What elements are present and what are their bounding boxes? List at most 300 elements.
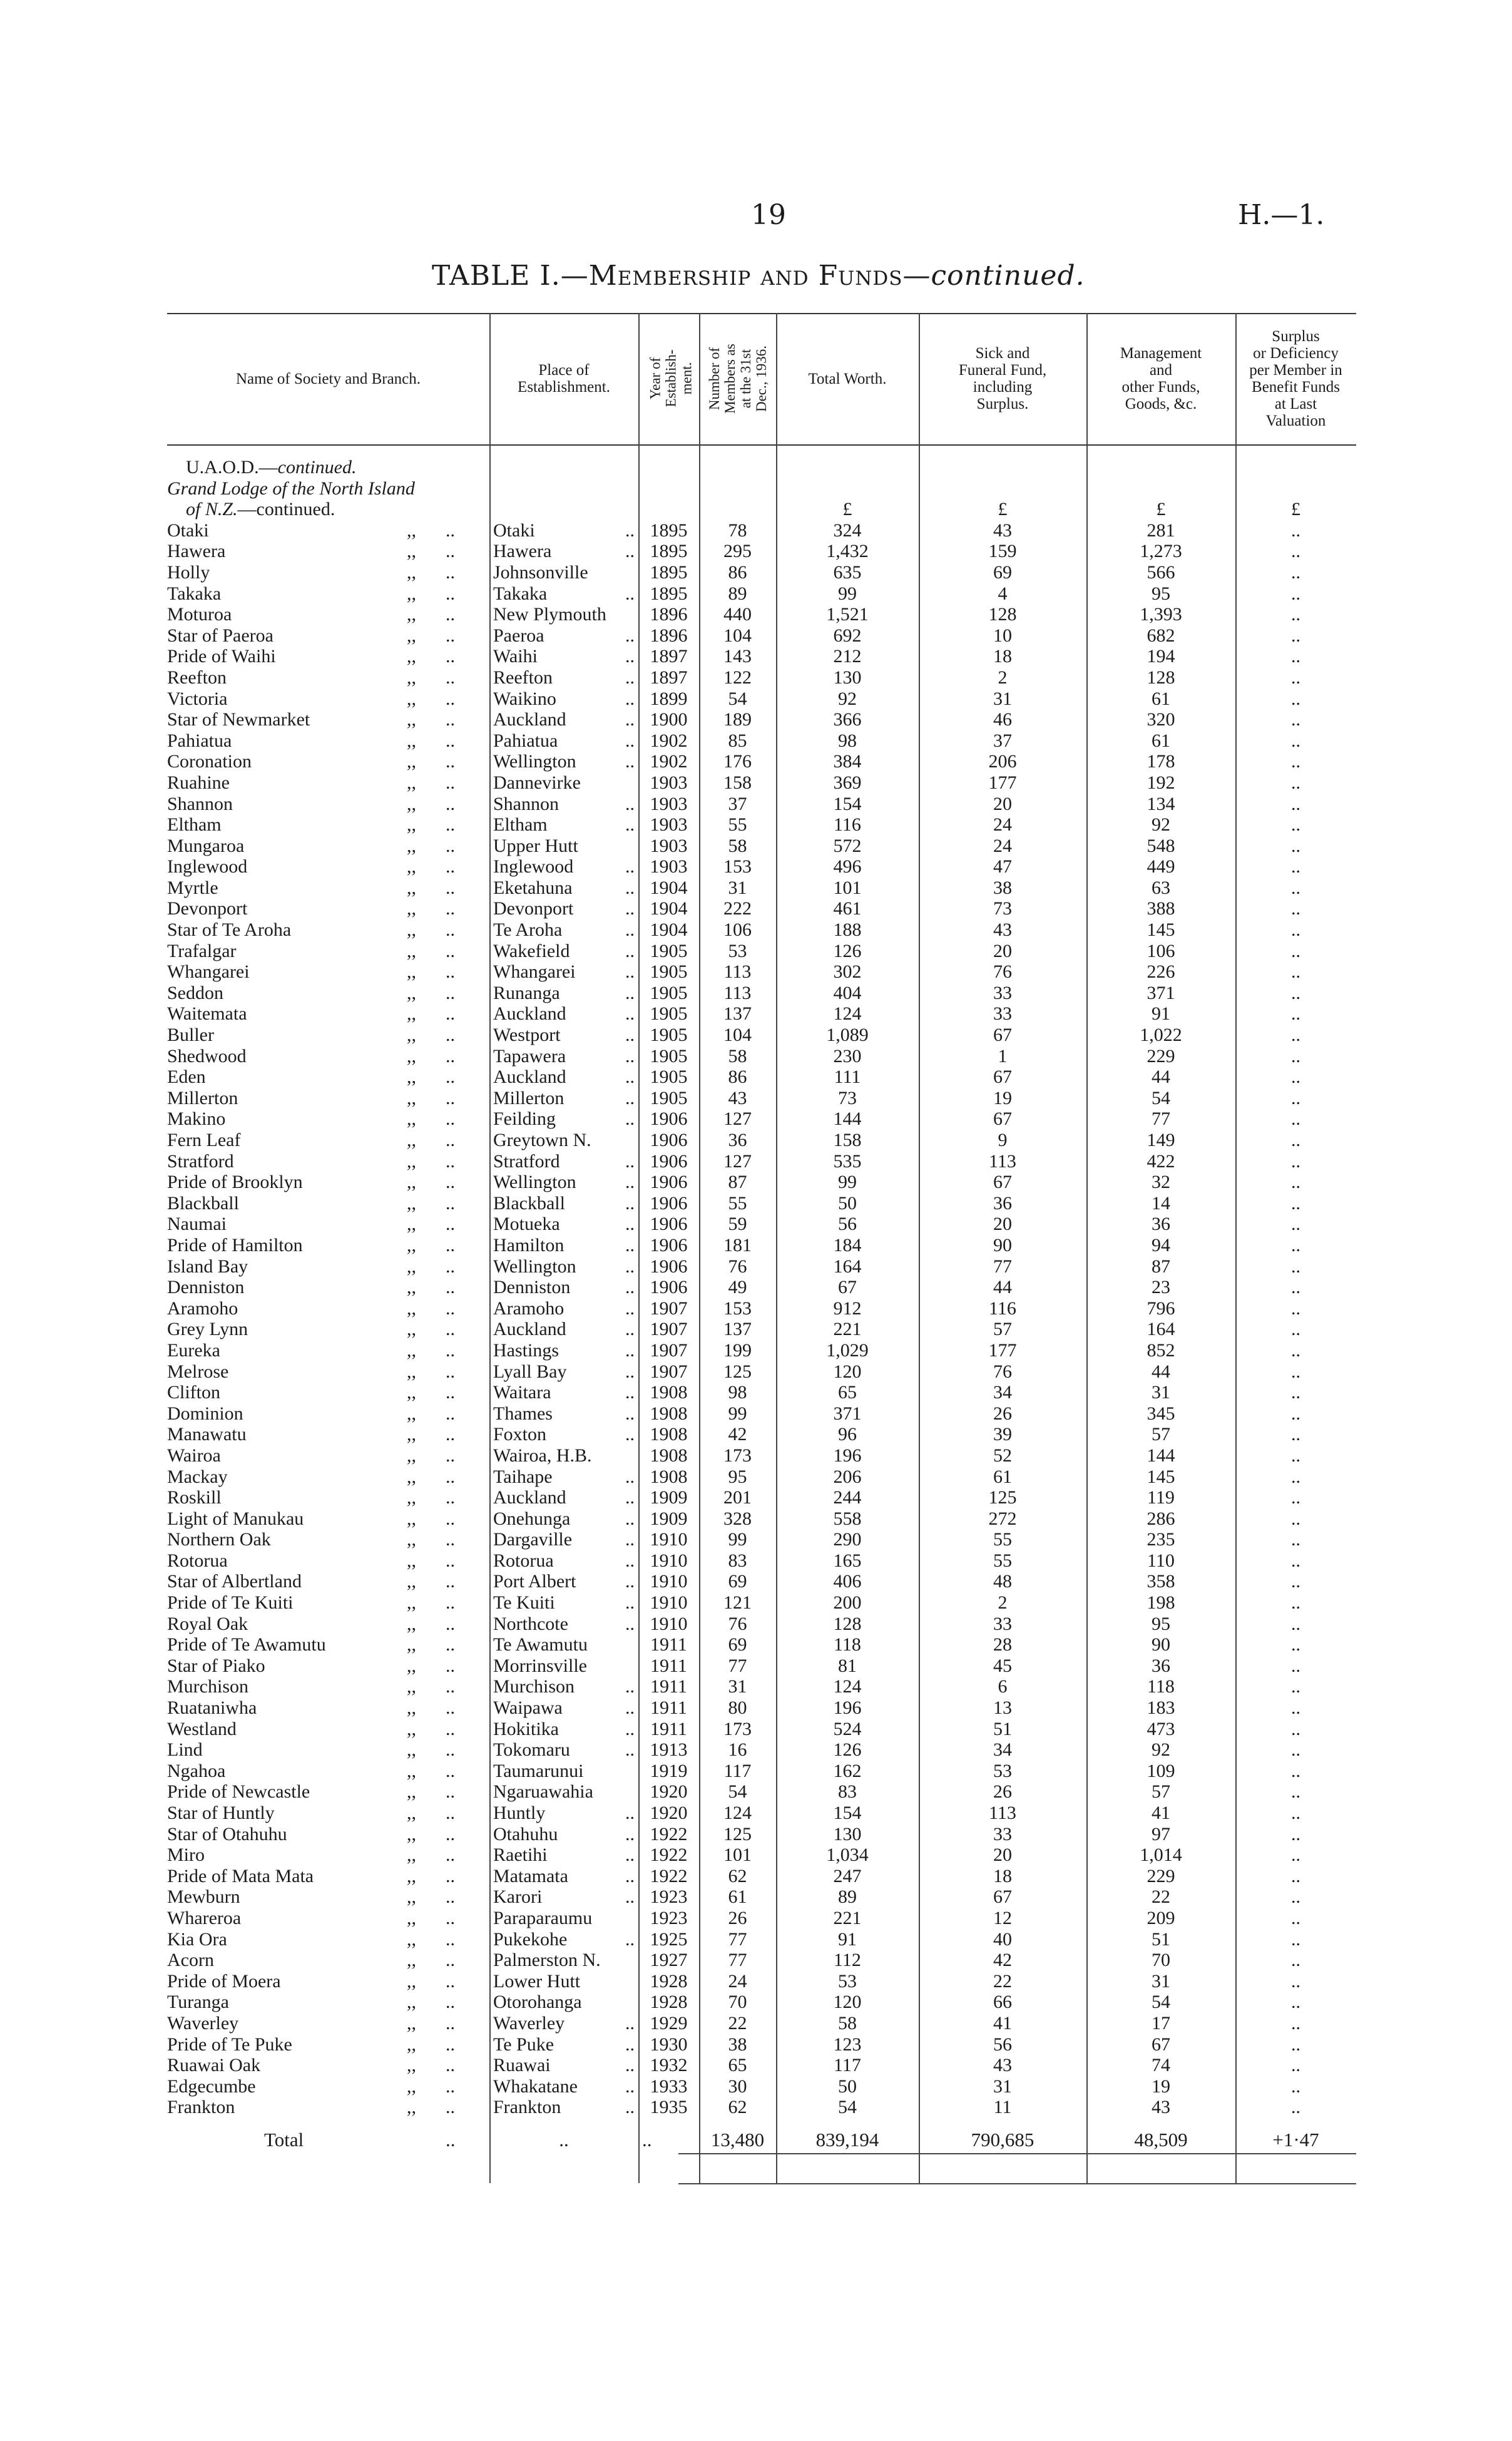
place-cell — [489, 1067, 638, 1088]
place-cell — [489, 2034, 638, 2055]
place-leader: .. — [625, 1003, 635, 1025]
members-cell: 87 — [728, 1172, 747, 1193]
place-name: Inglewood — [493, 856, 574, 878]
year-cell: 1907 — [650, 1339, 688, 1361]
total-worth-cell: 184 — [833, 1234, 862, 1256]
sick-fund-cell: 33 — [993, 1823, 1012, 1845]
branch-name: Fern Leaf ,, .. — [167, 1130, 455, 1150]
leader-dots: .. — [446, 1886, 455, 1908]
total-worth-cell: 461 — [833, 898, 862, 919]
leader-dots: .. — [446, 1928, 455, 1950]
ditto-mark: ,, — [407, 1382, 416, 1403]
place-cell — [489, 794, 638, 815]
branch-name: Edgecumbe ,, .. — [167, 2075, 455, 2097]
branch-name: Manawatu ,, .. — [167, 1424, 455, 1445]
place-leader: .. — [625, 1256, 635, 1277]
table-row — [167, 2097, 1356, 2118]
col-header-surplus: Surplus or Deficiency per Member in Benefit Funds at Last Valuation — [1249, 328, 1342, 429]
leader-dots: .. — [446, 1676, 455, 1697]
table-row — [167, 1403, 1356, 1425]
place-cell — [489, 856, 638, 878]
table-row — [167, 1719, 1356, 1740]
place-leader: .. — [625, 940, 635, 961]
ditto-mark: ,, — [407, 1886, 416, 1908]
management-cell: 796 — [1147, 1297, 1175, 1319]
surplus-cell: .. — [1291, 1234, 1300, 1256]
place-cell — [489, 941, 638, 962]
leader-dots: .. — [446, 1445, 455, 1466]
branch-name: Mungaroa ,, .. — [167, 835, 455, 856]
place-cell — [489, 1676, 638, 1697]
place-cell — [489, 2076, 638, 2097]
place-leader: .. — [625, 2012, 635, 2034]
ditto-mark: ,, — [407, 1992, 416, 2013]
leader-dots: .. — [446, 1403, 455, 1424]
branch-name: Light of Manukau ,, .. — [167, 1508, 455, 1529]
place-leader: .. — [625, 688, 635, 709]
surplus-cell: .. — [1291, 1445, 1300, 1466]
ditto-mark: ,, — [407, 2055, 416, 2076]
place-name: Wairoa, H.B. — [493, 1445, 592, 1466]
year-cell: 1906 — [650, 1150, 688, 1172]
place-name: Lower Hutt — [493, 1970, 581, 1992]
table-row — [167, 688, 1356, 710]
total-worth-cell: 130 — [833, 667, 862, 688]
total-worth-cell: 99 — [838, 1172, 857, 1193]
table-row — [167, 1550, 1356, 1572]
leader-dots: .. — [446, 1487, 455, 1508]
sick-fund-cell: 37 — [993, 730, 1012, 751]
place-name: Auckland — [493, 1319, 566, 1340]
branch-name: Northern Oak ,, .. — [167, 1529, 455, 1550]
branch-name: Trafalgar ,, .. — [167, 940, 455, 961]
table-row — [167, 1971, 1356, 1992]
place-cell — [489, 2097, 638, 2118]
members-cell: 22 — [728, 2012, 747, 2034]
surplus-cell: .. — [1291, 519, 1300, 541]
year-cell: 1896 — [650, 625, 688, 646]
total-worth-cell: 154 — [833, 1803, 862, 1823]
place-cell — [489, 1172, 638, 1193]
place-name: Hamilton — [493, 1234, 564, 1256]
total-rule — [678, 2153, 1356, 2154]
place-leader: .. — [625, 1297, 635, 1319]
table-row — [167, 983, 1356, 1004]
branch-name: Reefton ,, .. — [167, 667, 455, 688]
sick-fund-cell: 206 — [988, 751, 1017, 772]
leader-dots: .. — [446, 646, 455, 667]
sick-fund-cell: 43 — [993, 2055, 1012, 2076]
ditto-mark: ,, — [407, 519, 416, 541]
branch-name: Stratford ,, .. — [167, 1150, 455, 1172]
sick-fund-cell: 11 — [993, 2097, 1012, 2118]
sick-fund-cell: 90 — [993, 1234, 1012, 1256]
table-row — [167, 1361, 1356, 1383]
management-cell: 91 — [1152, 1003, 1170, 1025]
total-worth-cell: 535 — [833, 1150, 862, 1172]
members-cell: 31 — [728, 1676, 747, 1697]
management-cell: 286 — [1147, 1508, 1175, 1529]
branch-name: Pahiatua ,, .. — [167, 730, 455, 751]
surplus-cell: .. — [1291, 1361, 1300, 1382]
year-cell: 1920 — [650, 1803, 688, 1823]
col-header-members: Number of Members as at the 31st Dec., 1936. — [706, 343, 769, 414]
management-cell: 134 — [1147, 793, 1175, 814]
ditto-mark: ,, — [407, 667, 416, 688]
leader-dots: .. — [446, 1339, 455, 1361]
branch-name: Inglewood ,, .. — [167, 856, 455, 878]
surplus-cell: .. — [1291, 1025, 1300, 1046]
surplus-cell: .. — [1291, 1823, 1300, 1845]
members-cell: 49 — [728, 1277, 747, 1298]
management-cell: 183 — [1147, 1697, 1175, 1719]
place-cell — [489, 1256, 638, 1277]
table-row — [167, 520, 1356, 541]
place-leader: .. — [625, 1529, 635, 1550]
total-sick-fund: 790,685 — [971, 2128, 1034, 2151]
ditto-mark: ,, — [407, 1466, 416, 1487]
members-cell: 38 — [728, 2034, 747, 2055]
total-worth-cell: 92 — [838, 688, 857, 709]
ditto-mark: ,, — [407, 1550, 416, 1571]
sick-fund-cell: 113 — [989, 1803, 1016, 1823]
total-worth-cell: 130 — [833, 1823, 862, 1845]
total-worth-cell: 221 — [833, 1319, 862, 1340]
year-cell: 1906 — [650, 1172, 688, 1193]
total-worth-cell: 206 — [833, 1466, 862, 1487]
branch-name: Victoria ,, .. — [167, 688, 455, 709]
place-cell — [489, 1739, 638, 1761]
place-leader: .. — [625, 1087, 635, 1108]
total-worth-cell: 128 — [833, 1613, 862, 1634]
management-cell: 14 — [1152, 1192, 1170, 1214]
surplus-cell: .. — [1291, 541, 1300, 562]
ditto-mark: ,, — [407, 814, 416, 836]
members-cell: 199 — [723, 1339, 752, 1361]
total-worth-cell: 165 — [833, 1550, 862, 1571]
members-cell: 295 — [723, 541, 752, 562]
col-header-name: Name of Society and Branch. — [235, 370, 421, 387]
year-cell: 1923 — [650, 1907, 688, 1928]
surplus-cell: .. — [1291, 688, 1300, 709]
leader-dots: .. — [446, 1781, 455, 1803]
ditto-mark: ,, — [407, 940, 416, 961]
management-cell: 229 — [1147, 1865, 1175, 1886]
year-cell: 1899 — [650, 688, 688, 709]
management-cell: 41 — [1152, 1803, 1170, 1823]
management-cell: 43 — [1152, 2097, 1170, 2118]
surplus-cell: .. — [1291, 1172, 1300, 1193]
place-name: Takaka — [493, 583, 548, 604]
branch-name: Devonport ,, .. — [167, 898, 455, 919]
ditto-mark: ,, — [407, 1760, 416, 1781]
year-cell: 1913 — [650, 1739, 688, 1761]
sick-fund-cell: 24 — [993, 814, 1012, 836]
year-cell: 1902 — [650, 751, 688, 772]
year-cell: 1927 — [650, 1950, 688, 1971]
year-cell: 1908 — [650, 1466, 688, 1487]
ditto-mark: ,, — [407, 2012, 416, 2034]
place-name: Morrinsville — [493, 1655, 587, 1676]
place-cell — [489, 1697, 638, 1719]
sick-fund-cell: 1 — [998, 1045, 1008, 1067]
total-worth-cell: 98 — [838, 730, 857, 751]
branch-name: Melrose ,, .. — [167, 1361, 455, 1382]
management-cell: 70 — [1152, 1950, 1170, 1971]
branch-name: Wairoa ,, .. — [167, 1445, 455, 1466]
total-year-dots: .. — [642, 2128, 652, 2151]
pound-sign: £ — [998, 499, 1008, 520]
leader-dots: .. — [446, 982, 455, 1003]
branch-name: Ruahine ,, .. — [167, 772, 455, 793]
surplus-cell: .. — [1291, 1718, 1300, 1739]
place-leader: .. — [625, 1676, 635, 1697]
management-cell: 281 — [1147, 519, 1175, 541]
members-cell: 176 — [723, 751, 752, 772]
year-cell: 1910 — [650, 1550, 688, 1571]
table-row — [167, 1193, 1356, 1214]
place-leader: .. — [625, 583, 635, 604]
branch-name: Miro ,, .. — [167, 1845, 455, 1866]
total-worth-cell: 101 — [833, 877, 862, 898]
surplus-cell: .. — [1291, 1886, 1300, 1908]
col-header-year: Year of Establish- ment. — [647, 349, 695, 407]
branch-name: Whareroa ,, .. — [167, 1907, 455, 1928]
total-worth-cell: 196 — [833, 1697, 862, 1719]
place-name: Palmerston N. — [493, 1950, 601, 1971]
total-worth-cell: 404 — [833, 982, 862, 1003]
management-cell: 36 — [1152, 1214, 1170, 1235]
surplus-cell: .. — [1291, 1192, 1300, 1214]
management-cell: 226 — [1147, 961, 1175, 983]
table-row — [167, 1235, 1356, 1256]
branch-name: Murchison ,, .. — [167, 1676, 455, 1697]
year-cell: 1907 — [650, 1297, 688, 1319]
members-cell: 99 — [728, 1529, 747, 1550]
management-cell: 67 — [1152, 2034, 1170, 2055]
members-cell: 54 — [728, 1781, 747, 1803]
surplus-cell: .. — [1291, 1970, 1300, 1992]
members-cell: 76 — [728, 1613, 747, 1634]
ditto-mark: ,, — [407, 730, 416, 751]
sick-fund-cell: 43 — [993, 919, 1012, 941]
branch-name: Aramoho ,, .. — [167, 1297, 455, 1319]
surplus-cell: .. — [1291, 1529, 1300, 1550]
year-cell: 1911 — [650, 1718, 687, 1739]
branch-name: Mewburn ,, .. — [167, 1886, 455, 1908]
year-cell: 1906 — [650, 1192, 688, 1214]
management-cell: 23 — [1152, 1277, 1170, 1298]
members-cell: 106 — [723, 919, 752, 941]
sick-fund-cell: 31 — [993, 2075, 1012, 2097]
surplus-cell: .. — [1291, 2075, 1300, 2097]
place-name: Hokitika — [493, 1718, 559, 1739]
place-cell — [489, 646, 638, 667]
year-cell: 1930 — [650, 2034, 688, 2055]
ditto-mark: ,, — [407, 1928, 416, 1950]
place-leader: .. — [625, 898, 635, 919]
place-cell — [489, 772, 638, 794]
place-cell — [489, 625, 638, 647]
place-cell — [489, 667, 638, 688]
surplus-cell: .. — [1291, 1108, 1300, 1130]
place-cell — [489, 898, 638, 919]
surplus-cell: .. — [1291, 1067, 1300, 1088]
branch-name: Takaka ,, .. — [167, 583, 455, 604]
year-cell: 1895 — [650, 519, 688, 541]
place-cell — [489, 520, 638, 541]
branch-name: Myrtle ,, .. — [167, 877, 455, 898]
management-cell: 345 — [1147, 1403, 1175, 1424]
table-row — [167, 2034, 1356, 2055]
table-row — [167, 794, 1356, 815]
branch-name: Eltham ,, .. — [167, 814, 455, 836]
place-cell — [489, 1886, 638, 1908]
total-worth-cell: 496 — [833, 856, 862, 878]
year-cell: 1902 — [650, 730, 688, 751]
place-leader: .. — [625, 1508, 635, 1529]
leader-dots: .. — [446, 898, 455, 919]
place-name: Dargaville — [493, 1529, 573, 1550]
place-cell — [489, 1088, 638, 1109]
place-name: Auckland — [493, 1067, 566, 1088]
table-row — [167, 1466, 1356, 1488]
surplus-cell: .. — [1291, 940, 1300, 961]
members-cell: 24 — [728, 1970, 747, 1992]
place-cell — [489, 562, 638, 583]
members-cell: 78 — [728, 519, 747, 541]
table-row — [167, 1908, 1356, 1929]
year-cell: 1925 — [650, 1928, 688, 1950]
total-worth-cell: 1,521 — [826, 604, 869, 625]
year-cell: 1905 — [650, 940, 688, 961]
place-name: Waverley — [493, 2012, 565, 2034]
society-name: U.A.O.D.—continued. — [186, 457, 357, 478]
members-cell: 31 — [728, 877, 747, 898]
ditto-mark: ,, — [407, 646, 416, 667]
members-cell: 137 — [723, 1003, 752, 1025]
place-leader: .. — [625, 2097, 635, 2118]
place-cell — [489, 1382, 638, 1403]
table-row — [167, 604, 1356, 625]
place-name: Auckland — [493, 1487, 566, 1508]
place-leader: .. — [625, 1108, 635, 1130]
table-row — [167, 1508, 1356, 1530]
total-worth-cell: 230 — [833, 1045, 862, 1067]
table-row — [167, 583, 1356, 605]
place-cell — [489, 1719, 638, 1740]
surplus-cell: .. — [1291, 1256, 1300, 1277]
place-cell — [489, 1361, 638, 1383]
leader-dots: .. — [446, 561, 455, 583]
place-cell — [489, 1298, 638, 1319]
leader-dots: .. — [446, 919, 455, 941]
place-name: Shannon — [493, 793, 559, 814]
members-cell: 58 — [728, 835, 747, 856]
place-name: Te Puke — [493, 2034, 554, 2055]
surplus-cell: .. — [1291, 1277, 1300, 1298]
management-cell: 95 — [1152, 583, 1170, 604]
branch-name: Ngahoa ,, .. — [167, 1760, 455, 1781]
management-cell: 109 — [1147, 1760, 1175, 1781]
ditto-mark: ,, — [407, 1025, 416, 1046]
sick-fund-cell: 55 — [993, 1550, 1012, 1571]
ditto-mark: ,, — [407, 856, 416, 878]
members-cell: 26 — [728, 1907, 747, 1928]
ditto-mark: ,, — [407, 1781, 416, 1803]
management-cell: 92 — [1152, 814, 1170, 836]
members-cell: 77 — [728, 1950, 747, 1971]
table-row — [167, 1003, 1356, 1025]
surplus-cell: .. — [1291, 1592, 1300, 1614]
leader-dots: .. — [446, 1361, 455, 1382]
year-cell: 1911 — [650, 1634, 687, 1655]
branch-name: Acorn ,, .. — [167, 1950, 455, 1971]
sick-fund-cell: 2 — [998, 1592, 1008, 1614]
ditto-mark: ,, — [407, 835, 416, 856]
ditto-mark: ,, — [407, 1487, 416, 1508]
branch-name: Holly ,, .. — [167, 561, 455, 583]
table-row — [167, 1866, 1356, 1887]
table-row — [167, 1108, 1356, 1130]
management-cell: 145 — [1147, 1466, 1175, 1487]
table-row — [167, 878, 1356, 899]
members-cell: 55 — [728, 1192, 747, 1214]
place-name: Waitara — [493, 1382, 551, 1403]
sick-fund-cell: 34 — [993, 1382, 1012, 1403]
place-name: New Plymouth — [493, 604, 606, 625]
place-name: Huntly — [493, 1803, 546, 1823]
management-cell: 194 — [1147, 646, 1175, 667]
management-cell: 22 — [1152, 1886, 1170, 1908]
management-cell: 51 — [1152, 1928, 1170, 1950]
leader-dots: .. — [446, 1277, 455, 1298]
year-cell: 1904 — [650, 919, 688, 941]
ditto-mark: ,, — [407, 561, 416, 583]
year-cell: 1896 — [650, 604, 688, 625]
ditto-mark: ,, — [407, 1655, 416, 1676]
place-name: Otahuhu — [493, 1823, 558, 1845]
total-worth-cell: 126 — [833, 1739, 862, 1761]
ditto-mark: ,, — [407, 1613, 416, 1634]
year-cell: 1922 — [650, 1865, 688, 1886]
year-cell: 1895 — [650, 583, 688, 604]
members-cell: 117 — [723, 1760, 752, 1781]
place-name: Feilding — [493, 1108, 556, 1130]
members-cell: 122 — [723, 667, 752, 688]
year-cell: 1903 — [650, 793, 688, 814]
branch-name: Moturoa ,, .. — [167, 604, 455, 625]
place-name: Runanga — [493, 982, 560, 1003]
place-name: Motueka — [493, 1214, 560, 1235]
total-worth-cell: 83 — [838, 1781, 857, 1803]
surplus-cell: .. — [1291, 1676, 1300, 1697]
year-cell: 1906 — [650, 1130, 688, 1150]
year-cell: 1922 — [650, 1823, 688, 1845]
management-cell: 44 — [1152, 1067, 1170, 1088]
sick-fund-cell: 33 — [993, 982, 1012, 1003]
members-cell: 62 — [728, 2097, 747, 2118]
ditto-mark: ,, — [407, 1003, 416, 1025]
surplus-cell: .. — [1291, 2012, 1300, 2034]
year-cell: 1905 — [650, 1003, 688, 1025]
leader-dots: .. — [446, 625, 455, 646]
year-cell: 1919 — [650, 1760, 688, 1781]
members-cell: 127 — [723, 1150, 752, 1172]
branch-name: Eden ,, .. — [167, 1067, 455, 1088]
year-cell: 1908 — [650, 1445, 688, 1466]
table-row — [167, 1256, 1356, 1277]
